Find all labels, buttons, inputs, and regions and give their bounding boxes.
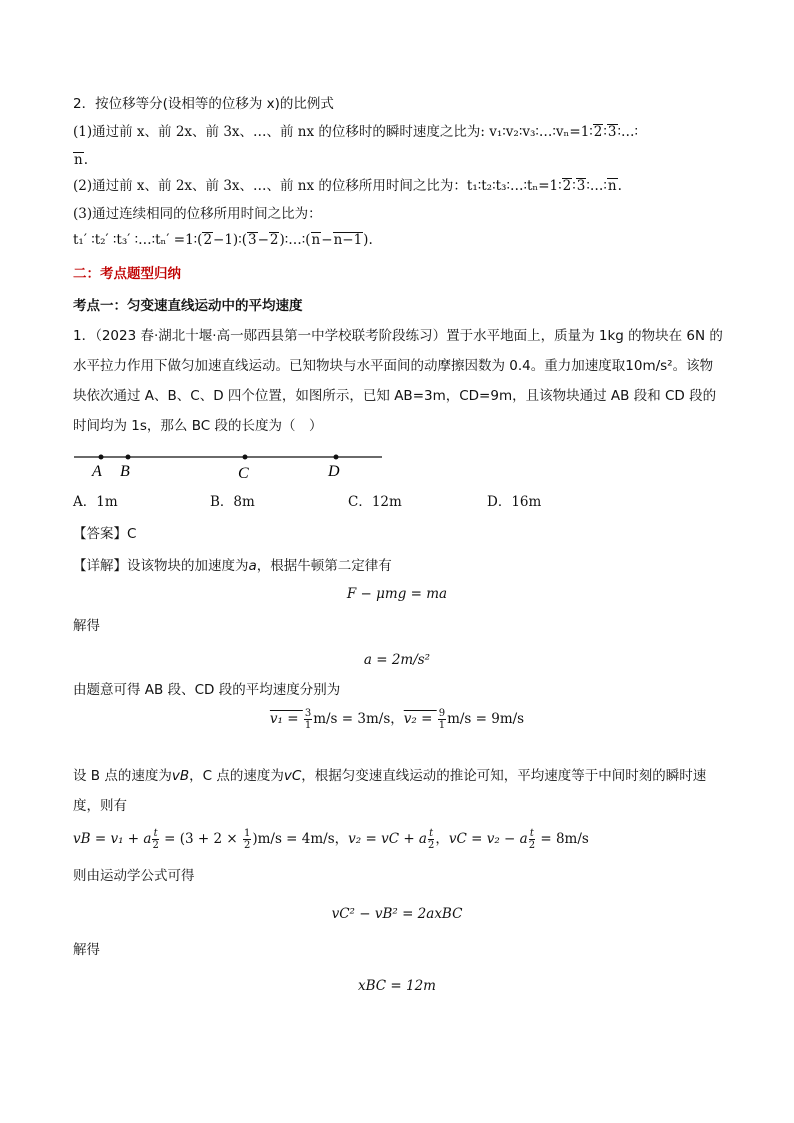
equation-avg-velocity: v₁ = $\frac{3}{1}$ m/s = 3m/s，v₂ = $\frac{9}{1}$ m/s = 9m/s xyxy=(269,708,525,731)
vb-text-2: 度，则有 xyxy=(73,798,127,814)
choice-c[interactable]: C．12m xyxy=(348,494,402,510)
position-diagram xyxy=(70,446,390,482)
kaodian-title: 考点一：匀变速直线运动中的平均速度 xyxy=(73,298,303,314)
answer: 【答案】C xyxy=(73,526,137,542)
section-title: 二：考点题型归纳 xyxy=(73,266,181,282)
problem-line-1: 1．（2023 春·湖北十堰·高一郧西县第一中学校联考阶段练习）置于水平地面上，质量为 1kg 的物块在 6N 的 xyxy=(73,328,723,344)
equation-kinematics: vC² − vB² = 2axBC xyxy=(331,906,463,922)
vb-text-1: 设 B 点的速度为vB，C 点的速度为vC，根据匀变速直线运动的推论可知，平均速度等于中间时刻的瞬时速 xyxy=(73,768,707,784)
jiede-2: 解得 xyxy=(73,942,100,958)
point-c-dot xyxy=(243,455,248,460)
kinematics-text: 则由运动学公式可得 xyxy=(73,868,195,884)
point-d-label: D xyxy=(328,463,340,480)
equation-newton: F − μmg = ma xyxy=(346,586,448,602)
jiede-1: 解得 xyxy=(73,618,100,634)
point-b-label: B xyxy=(120,463,130,480)
ratio-item-3: (3)通过连续相同的位移所用时间之比为： xyxy=(73,206,322,222)
choice-b[interactable]: B．8m xyxy=(210,494,255,510)
ratio-item-1: (1)通过前 x、前 2x、前 3x、…、前 nx 的位移时的瞬时速度之比为: v₁∶v₂∶v₃∶…∶vₙ=1∶2∶3∶…∶ xyxy=(73,124,639,140)
ratio-item-2: (2)通过前 x、前 2x、前 3x、…、前 nx 的位移所用时间之比为：t₁∶t₂∶t₃∶…∶tₙ=1∶2∶3∶…∶n. xyxy=(73,178,622,194)
detail-line: 【详解】设该物块的加速度为a，根据牛顿第二定律有 xyxy=(73,558,392,574)
choice-d[interactable]: D．16m xyxy=(487,494,542,510)
equation-velocities: vB = v₁ + a $\frac{t}{2}$ = (3 + 2 × $\frac{1}{2}$ )m/s = 4m/s，v₂ = vC + a $\frac{t}{2}$ ，vC = v₂ − a $\frac{t}{2}$ = 8m/s xyxy=(73,828,589,851)
problem-line-4: 时间均为 1s，那么 BC 段的长度为（ ） xyxy=(73,418,323,434)
ratio-item-3-formula: t₁′ ∶t₂′ ∶t₃′ ∶…∶tₙ′ =1∶(2−1)∶(3−2)∶…∶(n−n−1). xyxy=(73,232,373,248)
point-c-label: C xyxy=(238,465,249,482)
problem-line-3: 块依次通过 A、B、C、D 四个位置，如图所示，已知 AB=3m，CD=9m，且该物块通过 AB 段和 CD 段的 xyxy=(73,388,717,404)
ratio-item-1-cont: n. xyxy=(74,152,88,168)
equation-acceleration: a = 2m/s² xyxy=(363,652,431,668)
choice-a[interactable]: A．1m xyxy=(73,494,118,510)
problem-line-2: 水平拉力作用下做匀加速直线运动。已知物块与水平面间的动摩擦因数为 0.4。重力加速度取10m/s²。该物 xyxy=(73,358,714,374)
point-d-dot xyxy=(334,455,339,460)
point-b-dot xyxy=(126,455,131,460)
point-a-label: A xyxy=(92,463,102,480)
avg-velocity-text: 由题意可得 AB 段、CD 段的平均速度分别为 xyxy=(73,682,341,698)
ratio-heading: 2．按位移等分(设相等的位移为 x)的比例式 xyxy=(73,96,334,112)
equation-result: xBC = 12m xyxy=(358,978,436,994)
point-a-dot xyxy=(99,455,104,460)
